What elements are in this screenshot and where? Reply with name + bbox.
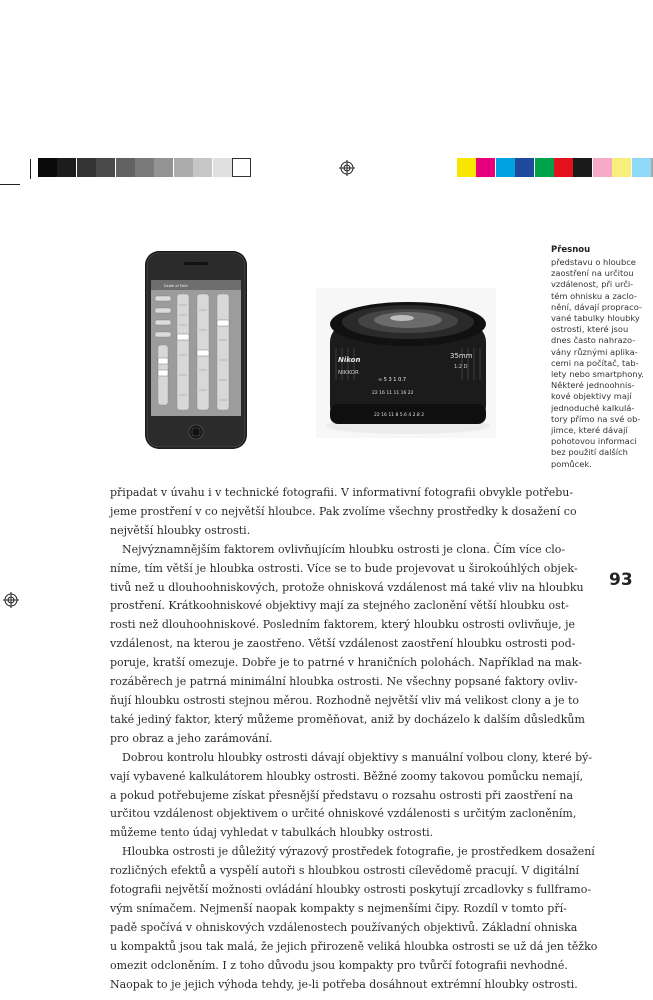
color-swatch [554,158,573,177]
crop-mark-vertical [30,159,31,179]
registration-mark-icon [339,160,355,176]
caption-line: tory přímo na své ob- [551,413,641,424]
camera-lens-image [316,288,496,438]
caption-line: tém ohnisku a zaclo- [551,290,637,301]
color-swatch [174,158,193,177]
body-line: Nejvýznamnějším faktorem ovlivňujícím hloubku ostrosti je clona. Čím více clo- [122,542,566,556]
body-line: a pokud potřebujeme získat přesnější představu o rozsahu ostrosti při zaostření na [110,788,574,802]
caption-line: vané tabulky hloubky [551,313,640,324]
color-swatch [213,158,232,177]
body-text [110,484,598,994]
caption-title: Přesnou [551,245,591,255]
color-swatch [116,158,135,177]
caption-line: pomůcek. [551,458,592,469]
color-swatch [154,158,173,177]
body-line: také jediný faktor, který můžeme proměňovat, aniž by docházelo k dalším důsledkům [110,712,585,726]
body-line: omezit odcloněním. I z toho důvodu jsou kompakty pro tvůrčí fotografii nevhodné. [110,958,568,972]
color-swatch [96,158,115,177]
body-line: ňují hloubku ostrosti stejnou měrou. Rozhodně největší vliv má velikost clony a je to [110,693,580,707]
caption-line: dnes často nahrazo- [551,335,636,346]
caption-line: lety nebo smartphony. [551,369,644,380]
color-swatch [77,158,96,177]
body-line: rozáběrech je patrná minimální hloubka ostrosti. Ne všechny popsané faktory ovliv- [110,675,578,689]
crop-mark-horizontal [0,184,20,185]
body-line: připadat v úvahu i v technické fotografii. V informativní fotografii obvykle potřebu- [110,486,574,499]
color-swatch [573,158,592,177]
smartphone-image [144,250,248,450]
body-line: fotografii největší možnosti ovládání hloubky ostrosti poskytují zrcadlovky s fullframo- [110,883,592,897]
body-line: Hloubka ostrosti je důležitý výrazový prostředek fotografie, je prostředkem dosažení [122,845,595,859]
registration-mark-icon [3,592,19,608]
body-line: Dobrou kontrolu hloubky ostrosti dávají objektivy s manuální volbou clony, které bý- [122,750,593,764]
caption-line: vány různými aplika- [551,346,638,357]
color-swatch [515,158,534,177]
caption-line: bez použití dalších [551,447,628,458]
color-swatch [38,158,57,177]
color-swatch [496,158,515,177]
caption-line: představu o hloubce [551,257,636,267]
lens-focal-length: 35mm [450,352,473,360]
caption-line: Některé jednoohnis- [551,380,635,391]
color-swatch [135,158,154,177]
body-line: prostření. Krátkoohniskové objektivy mají za stejného zaclonění větší hloubku ost- [110,599,569,613]
caption-line: nění, dávají propraco- [551,301,642,312]
caption-line: jímce, které dávají [551,425,628,436]
color-swatch [476,158,495,177]
body-line: poruje, kratší omezuje. Dobře je to patrné v hraničních polohách. Například na mak- [110,656,582,670]
body-line: Naopak to je jejich výhoda tehdy, je-li potřeba dosáhnout extrémní hloubky ostrosti. [110,977,578,991]
caption-line: vzdálenost, při urči- [551,279,634,290]
phone-screen-title: Depth of Field [164,284,188,288]
caption-line: zaostření na určitou [551,268,634,279]
color-swatch [535,158,554,177]
body-line: můžeme tento údaj vyhledat v tabulkách hloubky ostrosti. [110,826,434,840]
caption-line: jednoduché kalkulá- [551,402,635,413]
color-swatch [232,158,251,177]
color-swatch [593,158,612,177]
caption-line: ostrosti, které jsou [551,324,629,335]
color-swatch [457,158,476,177]
body-line: vým snímačem. Nejmenší naopak kompakty s nejmenšími čipy. Rozdíl v tomto pří- [110,901,567,915]
lens-aperture: 1:2 D [454,364,468,370]
body-line: vají vybavené kalkulátorem hloubky ostrosti. Běžné zoomy takovou pomůcku nemají, [110,769,584,783]
caption-line: kové objektivy mají [551,391,632,402]
caption-line: pohotovou informaci [551,436,637,447]
body-line: u kompaktů jsou tak malá, že jejich přirozeně veliká hloubka ostrosti se už dá jen těžko [110,939,598,953]
body-line: rosti než dlouhoohniskové. Posledním faktorem, který hloubku ostrosti ovlivňuje, je [110,618,576,632]
body-line: rozličných efektů a vyspělí autoři s hloubkou ostrosti cílevědomě pracují. V digitální [110,864,580,878]
color-swatch [632,158,651,177]
body-line: padě spočívá v ohniskových vzdálenostech používaných objektivů. Základní ohniska [110,920,578,934]
body-line: níme, tím větší je hloubka ostrosti. Více se to bude projevovat u širokoúhlých objek- [110,561,578,575]
lens-aperture-ring: 22 16 11 8 5.6 4 2.8 2 [374,413,425,418]
side-caption [551,257,647,470]
color-swatch [612,158,631,177]
body-line: určitou vzdálenost objektivem o určité ohniskové vzdálenosti s určitým zacloněním, [110,807,577,821]
lens-model: NIKKOR [338,370,359,376]
caption-line: cemi na počítač, tab- [551,357,639,368]
lens-distance-scale: ∞ 5 3 1 0.7 [378,377,407,383]
body-line: jeme prostření v co největší hloubce. Pak zvolíme všechny prostředky k dosažení co [110,504,577,518]
body-line: tivů než u dlouhoohniskových, protože ohnisková vzdálenost má také vliv na hloubku [110,580,584,594]
page-number: 93 [609,570,633,590]
color-swatch [193,158,212,177]
body-line: pro obraz a jeho zarámování. [110,731,273,745]
lens-brand: Nikon [338,356,361,364]
lens-dof-scale: 22 16 11 11 16 22 [372,391,414,396]
color-swatch [57,158,76,177]
body-line: vzdálenost, na kterou je zaostřeno. Větší vzdálenost zaostření hloubku ostrosti pod- [110,637,576,651]
body-line: největší hloubky ostrosti. [110,523,251,537]
